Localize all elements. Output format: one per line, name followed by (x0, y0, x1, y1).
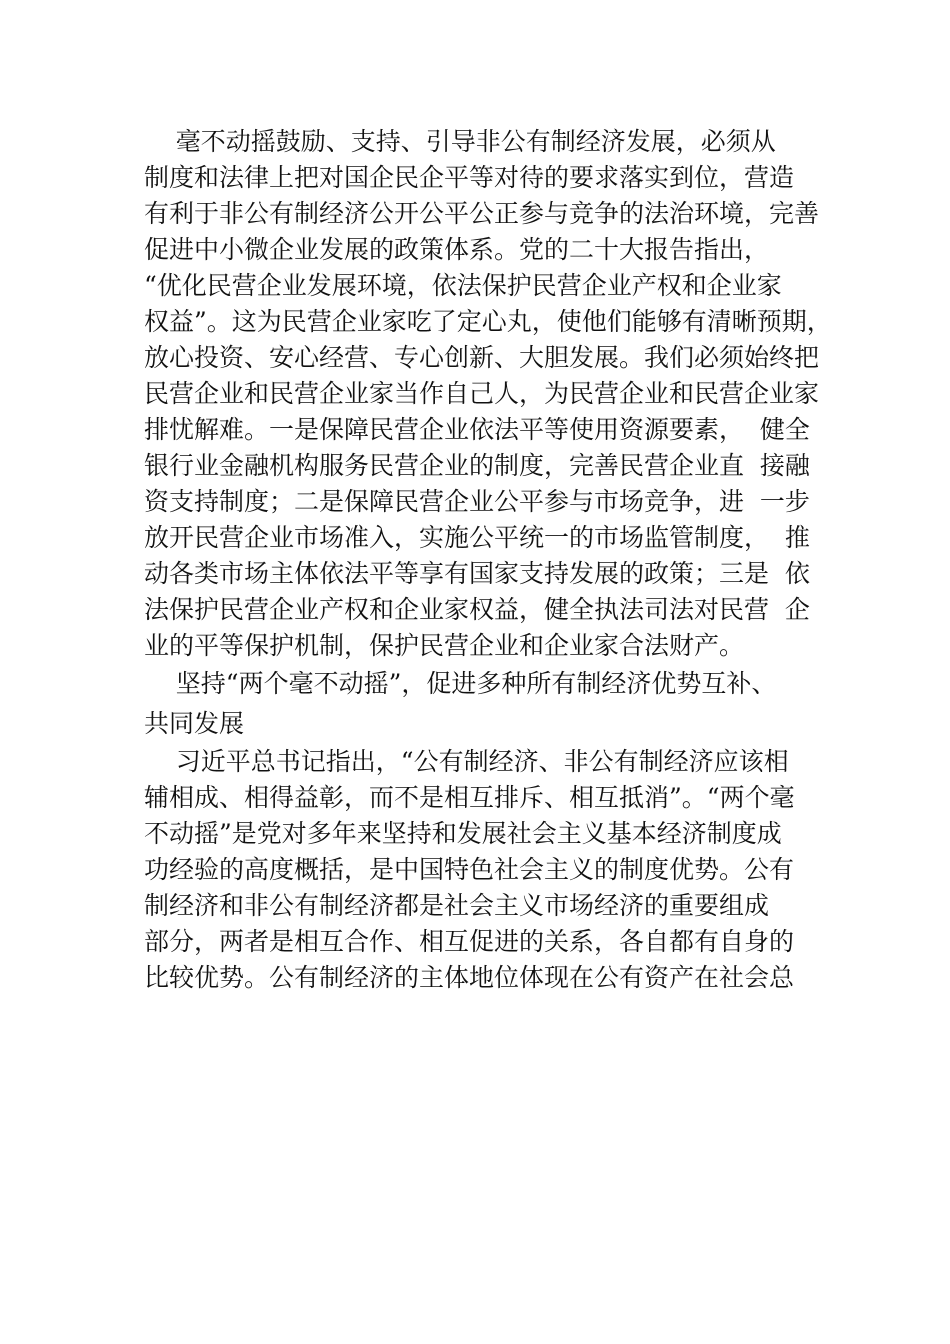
paragraph-1 (144, 124, 834, 664)
text-line: 功经验的高度概括，是中国特色社会主义的制度优势。公有 (144, 855, 795, 884)
text-line: 制经济和非公有制经济都是社会主义市场经济的重要组成 (144, 891, 770, 920)
text-line: 辅相成、相得益彰，而不是相互排斥、相互抵消”。“两个毫 (144, 783, 795, 812)
text-line: 放心投资、安心经营、专心创新、大胆发展。我们必须始终把 (144, 343, 820, 372)
text-line: 业的平等保护机制，保护民营企业和企业家合法财产。 (144, 631, 745, 660)
text-line: 部分，两者是相互合作、相互促进的关系，各自都有自身的 (144, 927, 795, 956)
text-line: “优化民营企业发展环境，依法保护民营企业产权和企业家 (144, 271, 782, 300)
heading-line: 坚持“两个毫不动摇”，促进多种所有制经济优势互补、 (144, 669, 777, 698)
text-line: 有利于非公有制经济公开公平公正参与竞争的法治环境，完善 (144, 199, 820, 228)
text-line: 促进中小微企业发展的政策体系。党的二十大报告指出， (144, 235, 770, 264)
paragraph-2 (144, 744, 834, 996)
text-line: 资支持制度；二是保障民营企业公平参与市场竞争，进 一步 (144, 487, 810, 516)
text-line: 排忧解难。一是保障民营企业依法平等使用资源要素， 健全 (144, 415, 810, 444)
section-heading (144, 664, 834, 744)
text-line: 比较优势。公有制经济的主体地位体现在公有资产在社会总 (144, 963, 795, 992)
text-line: 权益”。这为民营企业家吃了定心丸，使他们能够有清晰预期， (144, 307, 832, 336)
text-line: 不动摇”是党对多年来坚持和发展社会主义基本经济制度成 (144, 819, 782, 848)
text-line: 习近平总书记指出，“公有制经济、非公有制经济应该相 (144, 747, 789, 776)
text-line: 毫不动摇鼓励、支持、引导非公有制经济发展，必须从 (144, 127, 776, 156)
text-line: 法保护民营企业产权和企业家权益，健全执法司法对民营 企 (144, 595, 810, 624)
text-line: 银行业金融机构服务民营企业的制度，完善民营企业直 接融 (144, 451, 810, 480)
document-body (144, 124, 834, 996)
text-line: 动各类市场主体依法平等享有国家支持发展的政策；三是 依 (144, 559, 810, 588)
heading-line: 共同发展 (144, 709, 245, 738)
text-line: 民营企业和民营企业家当作自己人，为民营企业和民营企业家 (144, 379, 820, 408)
text-line: 放开民营企业市场准入，实施公平统一的市场监管制度， 推 (144, 523, 810, 552)
text-line: 制度和法律上把对国企民企平等对待的要求落实到位，营造 (144, 163, 795, 192)
